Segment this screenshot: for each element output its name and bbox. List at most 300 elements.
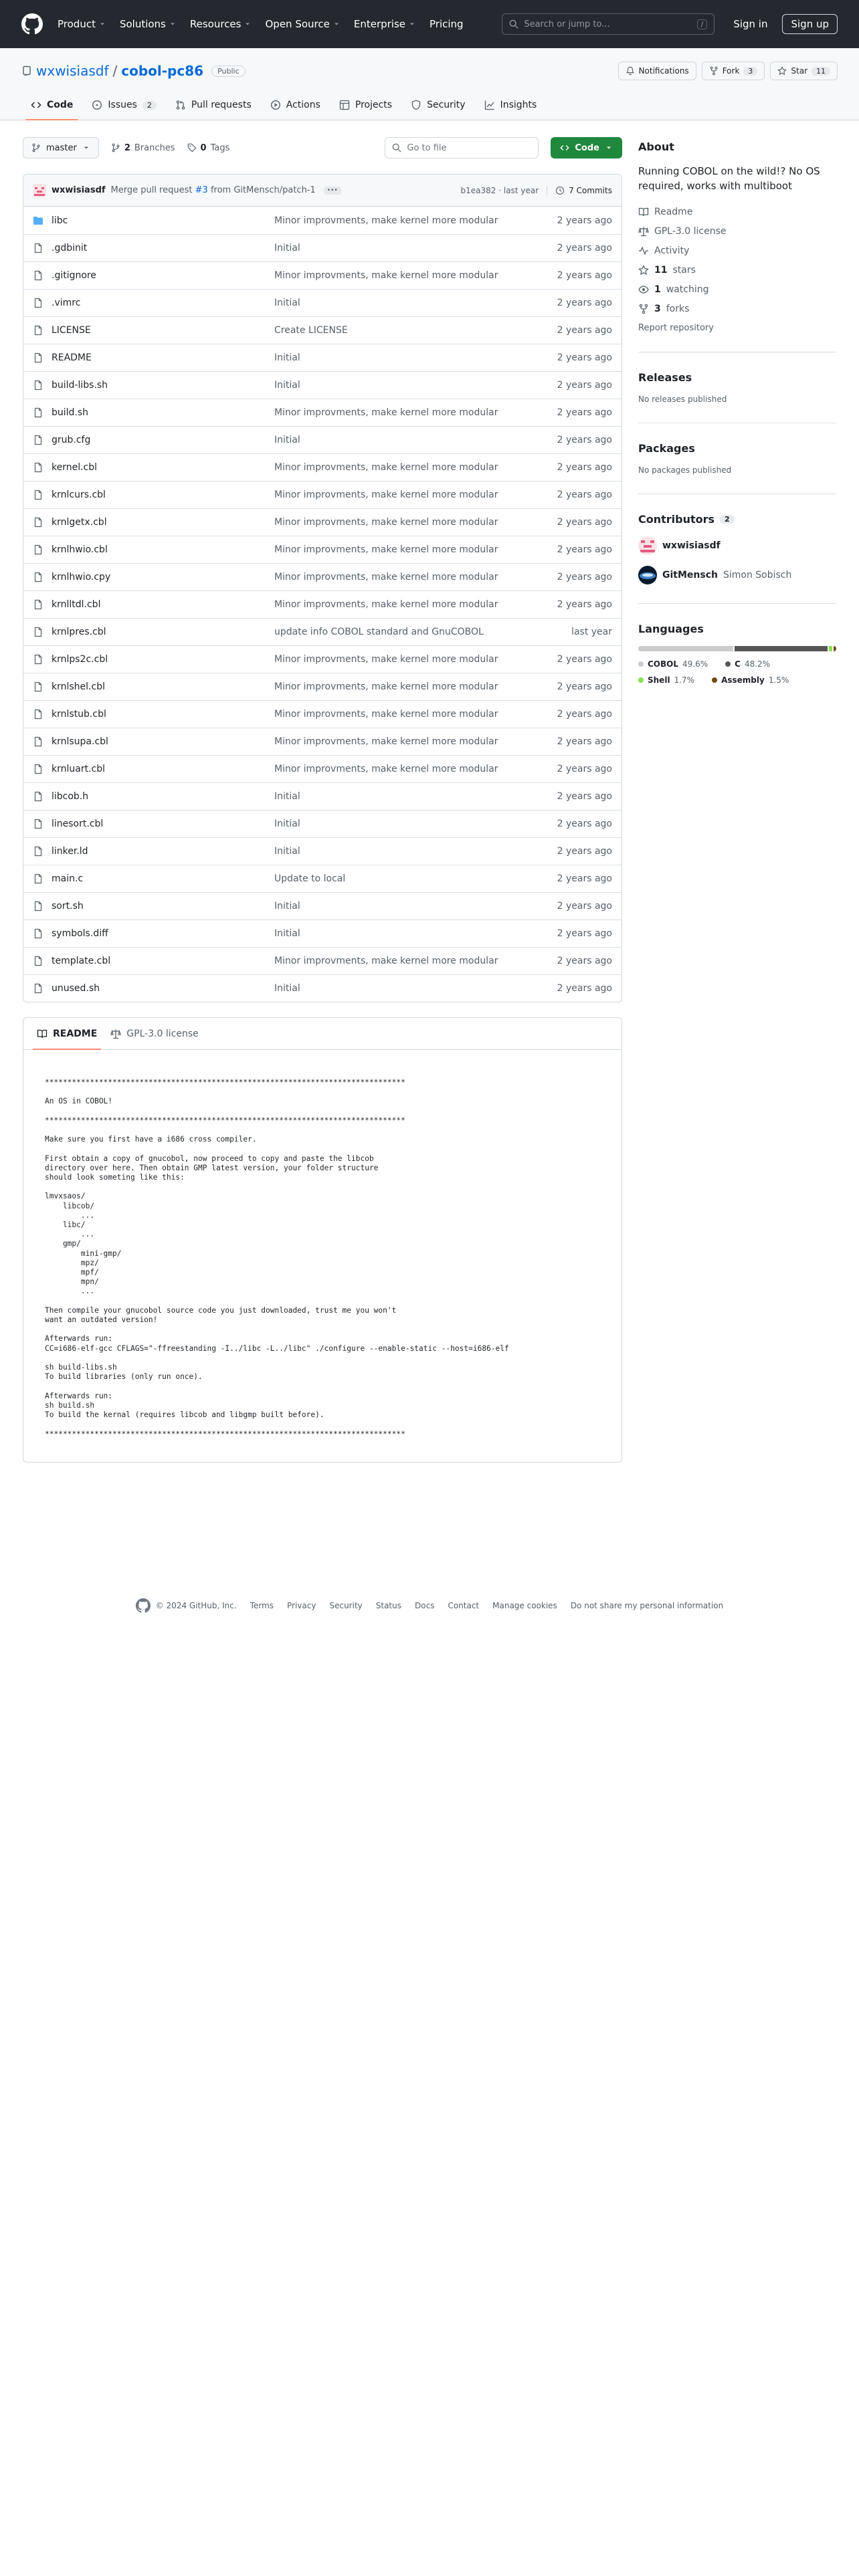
- branches-link[interactable]: [111, 143, 175, 153]
- github-logo-icon[interactable]: [21, 13, 43, 35]
- search-placeholder: Search or jump to...: [524, 19, 610, 29]
- contributor-fullname: Simon Sobisch: [723, 570, 792, 580]
- file-name-link[interactable]: LICENSE: [52, 325, 91, 336]
- file-commit-date: 2 years ago: [557, 819, 612, 829]
- caret-down-icon: [82, 144, 90, 152]
- star-icon: [638, 265, 649, 276]
- footer-link-privacy[interactable]: Privacy: [287, 1601, 316, 1610]
- chevron-down-icon: [244, 20, 252, 28]
- search-shortcut-key: /: [697, 19, 708, 29]
- file-commit-message-link[interactable]: Minor improvments, make kernel more modular: [274, 517, 498, 528]
- table-row[interactable]: [23, 810, 622, 837]
- table-row[interactable]: [23, 399, 622, 426]
- tab-projects-label: Projects: [355, 100, 393, 110]
- language-color-dot: [712, 677, 717, 683]
- footer-link-manage-cookies[interactable]: Manage cookies: [492, 1601, 557, 1610]
- file-name-link[interactable]: linesort.cbl: [52, 819, 104, 829]
- table-row[interactable]: [23, 947, 622, 974]
- packages-heading[interactable]: Packages: [638, 442, 695, 455]
- repo-name-link[interactable]: cobol-pc86: [121, 63, 204, 79]
- file-icon: [33, 517, 43, 528]
- table-row[interactable]: [23, 673, 622, 700]
- sign-up-button[interactable]: Sign up: [782, 14, 838, 34]
- language-color-dot: [638, 661, 644, 667]
- file-name-link[interactable]: linker.ld: [52, 846, 88, 857]
- file-commit-date: 2 years ago: [557, 901, 612, 911]
- tab-code-label: Code: [47, 100, 74, 110]
- commit-hash[interactable]: [461, 186, 539, 195]
- nav-enterprise-label: Enterprise: [353, 18, 406, 30]
- file-icon: [33, 928, 43, 939]
- file-name-link[interactable]: krnlps2c.cbl: [52, 654, 108, 665]
- file-commit-message-link[interactable]: Initial: [274, 791, 300, 802]
- file-commit-message-link[interactable]: Minor improvments, make kernel more modular: [274, 490, 498, 500]
- footer-link-docs[interactable]: Docs: [415, 1601, 435, 1610]
- readme-panel: [23, 1017, 622, 1463]
- scale-icon: [638, 226, 649, 237]
- file-commit-date: 2 years ago: [557, 736, 612, 747]
- contributors-title: Contributors: [638, 513, 715, 526]
- file-commit-date: 2 years ago: [557, 928, 612, 939]
- file-name-link[interactable]: .gdbinit: [52, 243, 88, 253]
- commit-hash-value: b1ea382: [460, 185, 496, 195]
- file-commit-date: 2 years ago: [557, 435, 612, 445]
- repo-actions: [618, 62, 838, 80]
- issue-icon: [92, 100, 102, 110]
- nav-product[interactable]: [58, 18, 106, 30]
- tab-readme[interactable]: [30, 1018, 104, 1049]
- file-icon: [33, 764, 43, 774]
- bell-icon: [626, 66, 635, 76]
- language-name: C: [735, 659, 741, 669]
- table-row[interactable]: [23, 700, 622, 728]
- file-name-link[interactable]: symbols.diff: [52, 928, 108, 939]
- file-name-link[interactable]: .gitignore: [52, 270, 96, 281]
- language-name: Shell: [648, 675, 670, 685]
- file-icon: [33, 490, 43, 500]
- tags-count: 0: [200, 142, 207, 153]
- caret-down-icon: [605, 144, 613, 152]
- code-button-label: Code: [575, 142, 599, 153]
- tab-insights-label: Insights: [500, 100, 537, 110]
- footer-copyright: [136, 1598, 237, 1613]
- commits-count-label: 7 Commits: [569, 185, 612, 195]
- notifications-button[interactable]: [618, 62, 696, 80]
- tab-pull-requests[interactable]: [166, 90, 261, 120]
- footer: [0, 1598, 859, 1613]
- file-commit-message-link[interactable]: Minor improvments, make kernel more modular: [274, 956, 498, 966]
- file-name-link[interactable]: krnlltdl.cbl: [52, 599, 101, 610]
- tab-readme-label: README: [53, 1029, 98, 1039]
- contributors-count: 2: [720, 515, 735, 524]
- table-row[interactable]: [23, 728, 622, 755]
- language-color-dot: [725, 661, 731, 667]
- about-link-stars[interactable]: [638, 265, 836, 276]
- tab-actions[interactable]: [261, 90, 330, 120]
- file-name-link[interactable]: template.cbl: [52, 956, 111, 966]
- branch-selector[interactable]: [23, 137, 99, 158]
- table-row[interactable]: [23, 892, 622, 920]
- about-link-gpl-3-0-license[interactable]: [638, 226, 836, 237]
- pull-request-icon: [175, 100, 186, 110]
- commits-link[interactable]: [547, 186, 612, 195]
- language-item[interactable]: [712, 675, 789, 685]
- file-icon: [33, 627, 43, 637]
- file-commit-message-link[interactable]: Initial: [274, 901, 300, 911]
- chevron-down-icon: [98, 20, 106, 28]
- table-row[interactable]: [23, 755, 622, 782]
- file-commit-message-link[interactable]: Minor improvments, make kernel more modular: [274, 270, 498, 281]
- file-icon: [33, 462, 43, 473]
- about-links: [638, 207, 836, 314]
- file-commit-date: 2 years ago: [557, 709, 612, 720]
- table-row[interactable]: [23, 536, 622, 563]
- commit-message[interactable]: [111, 185, 316, 195]
- file-name-link[interactable]: README: [52, 352, 92, 363]
- visibility-badge: Public: [211, 66, 246, 77]
- file-icon: [33, 736, 43, 747]
- file-commit-date: 2 years ago: [557, 490, 612, 500]
- file-name-link[interactable]: libcob.h: [52, 791, 89, 802]
- book-icon: [37, 1029, 47, 1039]
- file-name-link[interactable]: kernel.cbl: [52, 462, 98, 473]
- nav-enterprise[interactable]: [354, 18, 416, 30]
- file-commit-date: 2 years ago: [557, 956, 612, 966]
- table-row[interactable]: [23, 207, 622, 234]
- language-percent: 1.5%: [768, 675, 789, 685]
- chevron-down-icon: [408, 20, 416, 28]
- about-description: Running COBOL on the wild!? No OS required, works with multiboot: [638, 165, 820, 192]
- nav-solutions[interactable]: [120, 18, 177, 30]
- tag-icon: [187, 143, 197, 152]
- file-commit-date: 2 years ago: [557, 983, 612, 994]
- file-commit-message-link[interactable]: Initial: [274, 352, 300, 363]
- file-commit-message-link[interactable]: Minor improvments, make kernel more modular: [274, 215, 498, 226]
- file-commit-message-link[interactable]: Initial: [274, 928, 300, 939]
- file-browser: [23, 174, 622, 1002]
- about-link-label: watching: [666, 284, 709, 295]
- table-row[interactable]: [23, 344, 622, 371]
- file-name-link[interactable]: krnlpres.cbl: [52, 627, 106, 637]
- file-commit-date: 2 years ago: [557, 681, 612, 692]
- tags-link[interactable]: [187, 143, 230, 153]
- table-row[interactable]: [23, 481, 622, 508]
- file-name-link[interactable]: sort.sh: [52, 901, 84, 911]
- nav-open-source[interactable]: [265, 18, 340, 30]
- file-commit-message-link[interactable]: Minor improvments, make kernel more modular: [274, 572, 498, 582]
- file-icon: [33, 270, 43, 281]
- file-commit-message-link[interactable]: Create LICENSE: [274, 325, 348, 336]
- file-commit-date: 2 years ago: [557, 407, 612, 418]
- tab-issues-label: Issues: [108, 100, 137, 110]
- branches-label: Branches: [134, 142, 175, 153]
- shield-icon: [411, 100, 421, 110]
- file-icon: [33, 846, 43, 857]
- file-name-link[interactable]: main.c: [52, 873, 84, 884]
- commit-author-link[interactable]: wxwisiasdf: [52, 185, 106, 195]
- table-icon: [339, 100, 350, 110]
- readme-tabs: [23, 1018, 622, 1050]
- repo-toolbar: [23, 136, 622, 159]
- file-commit-message-link[interactable]: Minor improvments, make kernel more modular: [274, 407, 498, 418]
- tab-pull-requests-label: Pull requests: [191, 100, 252, 110]
- file-name-link[interactable]: krnlgetx.cbl: [52, 517, 107, 528]
- file-commit-date: 2 years ago: [557, 270, 612, 281]
- table-row[interactable]: [23, 645, 622, 673]
- tab-insights[interactable]: [475, 90, 547, 120]
- file-icon: [33, 352, 43, 363]
- file-commit-date: 2 years ago: [557, 654, 612, 665]
- branches-count: 2: [124, 142, 130, 153]
- tab-security[interactable]: [401, 90, 475, 120]
- table-row[interactable]: [23, 591, 622, 618]
- global-search-input[interactable]: [502, 13, 714, 35]
- search-icon: [392, 143, 401, 152]
- file-icon: [33, 544, 43, 555]
- branch-icon: [31, 143, 41, 152]
- file-commit-message-link[interactable]: update info COBOL standard and GnuCOBOL: [274, 627, 484, 637]
- contributor-username: GitMensch: [662, 570, 718, 580]
- about-link-label: Readme: [654, 207, 693, 217]
- repo-owner-link[interactable]: wxwisiasdf: [36, 63, 109, 79]
- report-repository-link[interactable]: Report repository: [638, 323, 714, 333]
- language-name: Assembly: [721, 675, 765, 685]
- file-commit-date: 2 years ago: [557, 544, 612, 555]
- folder-icon: [33, 215, 43, 226]
- repo-separator: /: [112, 63, 118, 79]
- tab-issues[interactable]: [82, 90, 166, 120]
- file-name-link[interactable]: unused.sh: [52, 983, 100, 994]
- file-commit-date: 2 years ago: [557, 462, 612, 473]
- file-commit-date: 2 years ago: [557, 764, 612, 774]
- contributor-item[interactable]: [638, 566, 836, 584]
- readme-content: ******************************************************************************** An OS in COBOL! ******************************************************************************** Make sure you first have a i686 cross compiler. First obtain a copy of gnucobol, now proceed to copy and paste the libcob directory over here. Then obtain GMP latest version, your folder structure should look someting like this: lmvxsaos/ libcob/ ... libc/ ... gmp/ mini-gmp/ mpz/ mpf/ mpn/ ... Then compile your gnucobol source code you just downloaded, trust me you won't want an outdated version! Afterwards run: CC=i686-elf-gcc CFLAGS="-ffreestanding -I../libc -L../libc" ./configure --enable-static --host=i686-elf sh build-libs.sh To build libraries (only run once). Afterwards run: sh build.sh To build the kernal (requires libcob and libgmp built before). ********************************************************************************: [45, 1078, 509, 1438]
- file-icon: [33, 325, 43, 336]
- language-color-dot: [638, 677, 644, 683]
- file-name-link[interactable]: krnlshel.cbl: [52, 681, 105, 692]
- file-commit-message-link[interactable]: Update to local: [274, 873, 346, 884]
- avatar[interactable]: [33, 184, 46, 197]
- footer-link-do-not-share[interactable]: Do not share my personal information: [570, 1601, 724, 1610]
- repo-header: [0, 48, 859, 120]
- file-commit-message-link[interactable]: Minor improvments, make kernel more modular: [274, 709, 498, 720]
- table-row[interactable]: [23, 508, 622, 536]
- file-icon: [33, 243, 43, 253]
- file-commit-message-link[interactable]: Minor improvments, make kernel more modular: [274, 544, 498, 555]
- file-commit-message-link[interactable]: Minor improvments, make kernel more modular: [274, 764, 498, 774]
- footer-link-terms[interactable]: Terms: [250, 1601, 274, 1610]
- language-bar-segment: [834, 646, 836, 651]
- file-name-link[interactable]: libc: [52, 215, 68, 226]
- table-row[interactable]: [23, 563, 622, 591]
- file-name-link[interactable]: krnlhwio.cpy: [52, 572, 111, 582]
- go-to-file-input[interactable]: [385, 137, 539, 158]
- file-name-link[interactable]: .vimrc: [52, 298, 81, 308]
- file-name-link[interactable]: build.sh: [52, 407, 89, 418]
- language-percent: 48.2%: [744, 659, 771, 669]
- file-name-link[interactable]: krnlsupa.cbl: [52, 736, 108, 747]
- star-icon: [777, 66, 787, 76]
- table-row[interactable]: [23, 782, 622, 810]
- about-link-count: 1: [654, 284, 661, 295]
- file-commit-date: 2 years ago: [557, 517, 612, 528]
- github-logo-icon[interactable]: [136, 1598, 151, 1613]
- table-row[interactable]: [23, 453, 622, 481]
- eye-icon: [638, 284, 649, 295]
- tab-projects[interactable]: [330, 90, 401, 120]
- nav-resources[interactable]: [190, 18, 252, 30]
- nav-pricing[interactable]: [430, 18, 464, 30]
- file-commit-message-link[interactable]: Initial: [274, 380, 300, 391]
- table-row[interactable]: [23, 234, 622, 261]
- nav-pricing-label: Pricing: [430, 18, 464, 30]
- graph-icon: [484, 100, 495, 110]
- fork-count: 3: [743, 67, 757, 76]
- commit-message-prefix: Merge pull request: [110, 185, 193, 195]
- sign-in-link[interactable]: Sign in: [733, 18, 768, 30]
- avatar: [638, 566, 657, 584]
- contributor-username: wxwisiasdf: [662, 540, 721, 551]
- language-percent: 1.7%: [674, 675, 695, 685]
- file-commit-message-link[interactable]: Initial: [274, 846, 300, 857]
- footer-link-security[interactable]: Security: [329, 1601, 363, 1610]
- about-link-activity[interactable]: [638, 245, 836, 256]
- chevron-down-icon: [169, 20, 177, 28]
- file-commit-message-link[interactable]: Initial: [274, 983, 300, 994]
- star-label: Star: [791, 66, 807, 76]
- commit-separator: ·: [498, 185, 502, 195]
- latest-commit-bar: [23, 175, 622, 207]
- play-icon: [270, 100, 281, 110]
- repo-icon: [21, 66, 32, 76]
- releases-empty-text: No releases published: [638, 395, 727, 404]
- language-list: [638, 659, 836, 685]
- tab-security-label: Security: [427, 100, 466, 110]
- fork-button[interactable]: [702, 62, 765, 80]
- about-link-label: Activity: [654, 245, 690, 256]
- contributor-item[interactable]: [638, 536, 836, 555]
- table-row[interactable]: [23, 371, 622, 399]
- language-item[interactable]: [638, 659, 708, 669]
- file-name-link[interactable]: krnluart.cbl: [52, 764, 106, 774]
- nav-resources-label: Resources: [189, 18, 242, 30]
- packages-empty-text: No packages published: [638, 465, 732, 475]
- table-row[interactable]: [23, 974, 622, 1002]
- file-icon: [33, 599, 43, 610]
- tab-license[interactable]: [104, 1018, 205, 1049]
- file-icon: [33, 572, 43, 582]
- star-button[interactable]: [770, 62, 838, 80]
- fork-icon: [638, 304, 649, 314]
- file-commit-date: 2 years ago: [557, 215, 612, 226]
- code-icon: [560, 143, 569, 152]
- file-commit-date: 2 years ago: [557, 599, 612, 610]
- releases-heading[interactable]: Releases: [638, 371, 692, 384]
- chevron-down-icon: [332, 20, 341, 28]
- file-commit-date: 2 years ago: [557, 846, 612, 857]
- history-icon: [555, 186, 565, 195]
- file-icon: [33, 819, 43, 829]
- file-commit-date: 2 years ago: [557, 572, 612, 582]
- commit-time: last year: [503, 185, 539, 195]
- about-link-readme[interactable]: [638, 207, 836, 217]
- contributors-heading[interactable]: [638, 513, 836, 526]
- issues-count: 2: [142, 101, 157, 110]
- tab-code[interactable]: [21, 90, 82, 120]
- file-icon: [33, 407, 43, 418]
- file-commit-date: 2 years ago: [557, 325, 612, 336]
- language-item[interactable]: [638, 675, 694, 685]
- file-commit-message-link[interactable]: Minor improvments, make kernel more modular: [274, 736, 498, 747]
- file-icon: [33, 435, 43, 445]
- table-row[interactable]: [23, 316, 622, 344]
- commit-message-suffix: from GitMensch/patch-1: [210, 185, 316, 195]
- copyright-text: © 2024 GitHub, Inc.: [155, 1601, 237, 1610]
- file-commit-message-link[interactable]: Minor improvments, make kernel more modular: [274, 599, 498, 610]
- file-commit-message-link[interactable]: Minor improvments, make kernel more modular: [274, 654, 498, 665]
- about-link-count: 11: [654, 265, 668, 276]
- language-name: COBOL: [648, 659, 679, 669]
- file-name-link[interactable]: krnlcurs.cbl: [52, 490, 106, 500]
- commit-meta: [461, 186, 612, 195]
- file-commit-message-link[interactable]: Minor improvments, make kernel more modular: [274, 681, 498, 692]
- file-icon: [33, 380, 43, 391]
- file-commit-message-link[interactable]: Initial: [274, 298, 300, 308]
- file-commit-message-link[interactable]: Initial: [274, 819, 300, 829]
- main-content: [23, 136, 622, 1463]
- file-commit-date: 2 years ago: [557, 873, 612, 884]
- tab-actions-label: Actions: [286, 100, 320, 110]
- footer-link-contact[interactable]: Contact: [448, 1601, 480, 1610]
- about-link-label: GPL-3.0 license: [654, 226, 727, 237]
- table-row[interactable]: [23, 261, 622, 289]
- file-name-link[interactable]: krnlhwio.cbl: [52, 544, 108, 555]
- table-row[interactable]: [23, 865, 622, 892]
- book-icon: [638, 207, 649, 217]
- file-commit-message-link[interactable]: Minor improvments, make kernel more modular: [274, 462, 498, 473]
- table-row[interactable]: [23, 426, 622, 453]
- nav-product-label: Product: [58, 18, 96, 30]
- go-to-file-placeholder: Go to file: [407, 142, 447, 153]
- file-icon: [33, 791, 43, 802]
- file-commit-date: 2 years ago: [557, 791, 612, 802]
- file-list: [23, 207, 622, 1002]
- footer-link-status[interactable]: Status: [375, 1601, 401, 1610]
- repo-title: [21, 63, 246, 79]
- about-link-forks[interactable]: [638, 304, 836, 314]
- fork-label: Fork: [722, 66, 740, 76]
- table-row[interactable]: [23, 289, 622, 316]
- language-item[interactable]: [725, 659, 770, 669]
- file-commit-message-link[interactable]: Initial: [274, 243, 300, 253]
- table-row[interactable]: [23, 920, 622, 947]
- file-name-link[interactable]: krnlstub.cbl: [52, 709, 106, 720]
- about-link-label: forks: [666, 304, 690, 314]
- table-row[interactable]: [23, 837, 622, 865]
- file-name-link[interactable]: build-libs.sh: [52, 380, 108, 391]
- repo-tabs: [21, 90, 546, 120]
- file-icon: [33, 654, 43, 665]
- code-dropdown-button[interactable]: [551, 137, 622, 158]
- file-icon: [33, 709, 43, 720]
- file-name-link[interactable]: grub.cfg: [52, 435, 91, 445]
- language-bar-segment: [638, 646, 733, 651]
- expand-commit-button[interactable]: •••: [324, 187, 341, 195]
- about-link-watching[interactable]: [638, 284, 836, 295]
- file-commit-message-link[interactable]: Initial: [274, 435, 300, 445]
- table-row[interactable]: [23, 618, 622, 645]
- commit-pr-link[interactable]: #3: [195, 185, 208, 195]
